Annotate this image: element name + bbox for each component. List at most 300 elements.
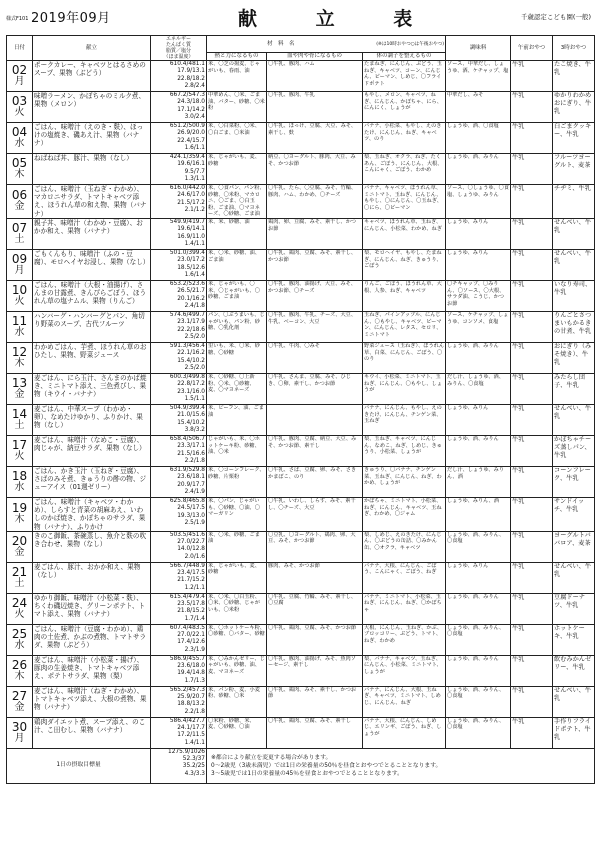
am-snack-cell: 牛乳: [511, 717, 553, 748]
fat-value: 17.1/14.2: [177, 106, 205, 113]
nutrition-cell: [151, 717, 207, 748]
protein-value: 26.9/20.0: [177, 130, 205, 137]
blood-muscle-foods: 豚肉、みそ、かつお節: [267, 562, 363, 593]
day-weekday: 火: [14, 295, 25, 307]
note-3: 3〜5歳児では1日の栄養量の45％を昼食とおやつでとることとなります。: [211, 770, 403, 777]
pm-snack-cell: みたらし団子、牛乳: [553, 373, 595, 404]
note-2: 0〜2歳児（3歳未満児）では1日の栄養量の50％を昼食とおやつでとることとなります。: [211, 762, 442, 769]
pm-snack-cell: せんべい、牛乳: [553, 249, 595, 280]
day-cell: [7, 311, 33, 342]
day-cell: [7, 717, 33, 748]
salt-value: 3.0/2.4: [184, 113, 205, 120]
blood-muscle-foods: 〇牛乳、鶏肉、豆腐、みそ、素干し、かつお節: [267, 249, 363, 280]
target-salt: 4.3/3.3: [184, 770, 205, 777]
protein-value: 21.0/15.6: [177, 412, 205, 419]
col-pm-snack: 3時おやつ: [553, 36, 595, 61]
day-cell: [7, 123, 33, 154]
col-day: 日付: [7, 36, 33, 61]
pm-snack-cell: 白ごまクッキー、牛乳: [553, 123, 595, 154]
day-cell: [7, 562, 33, 593]
table-row: [7, 686, 595, 717]
heat-energy-foods: 米、〇食パン、パン粉、砂糖、〇米粉、マカロニ、〇ごま、〇白玉粉、ごま油、〇マヨネーズ、〇砂糖、ごま油: [208, 185, 265, 218]
energy-value: 591.3/456.4: [169, 342, 205, 349]
seasoning-cell: 〇チキャップ、〇みりん、〇ソース、〇大根、サラダ油、こうじ、かつお節: [446, 280, 511, 311]
salt-value: 1.4/1.1: [184, 739, 205, 746]
nutrition-cell: [151, 154, 207, 185]
table-row: [7, 123, 595, 154]
daily-target-values: [151, 748, 207, 783]
energy-value: 667.2/547.3: [169, 92, 205, 98]
target-protein: 52.3/37: [182, 756, 205, 763]
day-weekday: 水: [14, 481, 25, 493]
body-tone-foods: 梨、モロヘイヤ、もやし、たまねぎ、にんじん、ねぎ、きゅうり、ごぼう: [363, 249, 446, 280]
energy-value: 504.9/399.4: [169, 404, 205, 411]
nutrition-cell: [151, 373, 207, 404]
pm-snack-cell: ゆかりわかめおにぎり、牛乳: [553, 92, 595, 123]
salt-value: 1.2/1.1: [184, 584, 205, 591]
menu-cell: 鶏肉ダイエット煮、スープ添え、のこ汁、こ田むし、果物（バナナ）: [33, 717, 151, 748]
organization-name: 千歳認定こども園(一般): [520, 13, 591, 21]
heat-energy-foods: パン、〇ぶうまいも、じゃがいも、パン粉、砂糖、〇乳化剤: [207, 311, 267, 342]
col-menu: 献立: [33, 36, 151, 61]
protein-value: 27.0/22.1: [177, 632, 205, 639]
menu-cell: 親子丼、味噌汁（わかめ・豆腐）、おかか和え、果物（バナナ）: [33, 218, 151, 249]
nutrition-cell: [151, 562, 207, 593]
blood-muscle-foods: 〇牛乳、ほっけ、豆腐、大豆、みそ、素干し、麩: [267, 123, 363, 154]
nutrition-cell: [151, 92, 207, 123]
salt-value: 1.7/1.3: [184, 677, 205, 684]
heat-energy-foods: 米、〇米、〇白玉粉、〇米、〇砂糖、じゃがいも、〇米粉: [207, 593, 267, 624]
energy-value: 424.1/359.4: [169, 154, 205, 160]
heat-energy-foods: 米、〇パン、じゃがいも、〇砂糖、〇油、〇マーガリン: [207, 497, 267, 531]
nutrition-cell: [151, 624, 207, 655]
table-row: [7, 280, 595, 311]
energy-value: 658.4/506.7: [169, 435, 205, 442]
salt-value: 2.4/1.8: [184, 302, 205, 309]
table-row: [7, 435, 595, 466]
fat-value: 17.4/12.6: [177, 639, 205, 646]
day-cell: [7, 655, 33, 686]
body-tone-foods: バナナ、にんじん、もやし、えのきたけ、にんじん、チンゲン菜、玉ねぎ: [363, 404, 446, 435]
footer-notes: [207, 748, 595, 783]
day-cell: [7, 686, 33, 717]
day-cell: [7, 497, 33, 531]
col-ingredients: [207, 36, 446, 53]
salt-value: 2.2/1.8: [184, 708, 205, 715]
protein-value: 24.3/18.0: [177, 99, 205, 106]
menu-cell: ごはん、味噌汁（えのき・麩）、ほっけの塩焼き、磯あえ汁、果物（バナナ）: [33, 123, 151, 154]
nutrition-cell: [151, 593, 207, 624]
fat-value: 22.4/15.7: [177, 137, 205, 144]
menu-cell: ごはん、味噌汁（キャベツ・わかめ）、しらすと青菜の胡麻あえ、いわしのかば焼き、かぼちゃのサラダ、果物（バナナ）、ふりかけ: [33, 497, 151, 531]
footer-row: [7, 748, 595, 783]
energy-value: 586.4/427.7: [169, 717, 205, 724]
nutrition-cell: [151, 123, 207, 154]
day-cell: [7, 249, 33, 280]
day-weekday: 木: [14, 357, 25, 369]
body-tone-foods: バナナ、キャベツ、ほうれん草、ミニトマト、玉ねぎ、にんじん、もやし、〇にんじん、〇玉ねぎ、〇にら、〇ピーマン: [363, 185, 446, 219]
seasoning-cell: 中華だし、みそ: [446, 92, 511, 123]
energy-value: 565.2/457.3: [169, 686, 205, 693]
nutrition-cell: [151, 249, 207, 280]
fat-value: 15.4/10.2: [177, 419, 205, 426]
heat-energy-foods: 米、〇コーンフレーク、砂糖、片栗粉: [207, 466, 267, 497]
nutrition-cell: [151, 497, 207, 531]
pm-snack-cell: せんべい、牛乳: [553, 686, 595, 717]
pm-snack-cell: チヂミ、牛乳: [553, 185, 595, 219]
nutrition-cell: [151, 435, 207, 466]
salt-value: 2.5/2.0: [184, 333, 205, 340]
day-number: 10: [11, 282, 28, 297]
salt-value: 2.0/1.6: [184, 553, 205, 560]
body-tone-foods: バナナ、大根、にんじん、ごぼう、こんにゃく、ごぼう、ねぎ: [363, 562, 446, 593]
nutrition-cell: [151, 466, 207, 497]
table-row: [7, 562, 595, 593]
blood-muscle-foods: 〇牛乳、豚肉、豆腐、納豆、大豆、みそ、かつお節、素干し: [267, 435, 363, 466]
day-number: 14: [11, 406, 28, 421]
table-row: [7, 373, 595, 404]
am-snack-cell: 牛乳: [511, 562, 553, 593]
fat-value: 22.8/18.2: [177, 75, 205, 82]
energy-value: 607.4/483.5: [169, 624, 205, 631]
salt-value: 1.7/1.4: [184, 615, 205, 622]
protein-value: 24.1/17.7: [177, 725, 205, 732]
daily-target-label: 1日の摂取目標量: [7, 748, 151, 783]
page-header: [0, 0, 600, 38]
target-fat: 35.2/25: [182, 763, 205, 770]
seasoning-cell: しょうゆ、酒、みりん: [446, 593, 511, 624]
day-number: 27: [11, 688, 28, 703]
am-snack-cell: 牛乳: [511, 342, 553, 373]
energy-value: 574.6/499.7: [169, 311, 205, 318]
col-seasoning: 調味料: [446, 36, 511, 61]
energy-value: 549.9/419.7: [169, 218, 205, 225]
protein-value: 23.3/17.1: [177, 443, 205, 450]
fat-value: 19.3/13.0: [177, 512, 205, 519]
blood-muscle-foods: 納豆、〇ヨーグルト、豚肉、大豆、みそ、かつお節: [267, 154, 363, 185]
pm-snack-cell: サンドイッチ、牛乳: [553, 497, 595, 531]
col-heat-energy: 熱と力になるもの: [207, 53, 267, 61]
heat-energy-foods: 中華めん、〇米、ごま油、バター、砂糖、〇米粉: [207, 92, 267, 123]
menu-cell: 麦ごはん、中華スープ（わかめ・卵）、なめたけゆかり、ふりかけ、果物（なし）: [33, 404, 151, 435]
seasoning-cell: しょうゆ、酒、〇食塩: [446, 123, 511, 154]
day-number: 24: [11, 595, 28, 610]
table-row: [7, 218, 595, 249]
fat-value: 21.8/15.2: [177, 608, 205, 615]
day-cell: [7, 624, 33, 655]
energy-value: 503.5/451.6: [169, 531, 205, 538]
fat-value: 21.5/17.2: [177, 199, 205, 206]
day-number: 21: [11, 564, 28, 579]
menu-cell: 味噌ラーメン、かぼちゃのミルク煮、果物（メロン）: [33, 92, 151, 123]
seasoning-cell: だし汁、しょうゆ、みりん、酒: [446, 466, 511, 497]
energy-value: 501.0/399.4: [169, 249, 205, 256]
heat-energy-foods: 米、〇砂糖、〇上新粉、〇米、〇砂糖、麦、〇マヨネーズ: [207, 373, 267, 404]
am-snack-cell: 牛乳: [511, 185, 553, 219]
am-snack-cell: 牛乳: [511, 686, 553, 717]
table-row: [7, 404, 595, 435]
salt-value: 2.2/1.8: [184, 457, 205, 464]
day-weekday: 木: [14, 514, 25, 526]
seasoning-cell: しょうゆ、酒、みりん: [446, 342, 511, 373]
seasoning-cell: しょうゆ、みりん: [446, 218, 511, 249]
body-tone-foods: 野菜ジュース（玉ねぎ）、ほうれん草、白菜、にんじん、ごぼう、〇のり: [363, 342, 446, 373]
seasoning-cell: ソース、中華だし、しょうゆ、酒、ケチャップ、塩: [446, 61, 511, 92]
protein-value: 23.4/17.5: [177, 570, 205, 577]
fat-value: 17.2/11.5: [177, 732, 205, 739]
am-snack-cell: 牛乳: [511, 311, 553, 342]
day-number: 07: [11, 220, 28, 235]
day-cell: [7, 373, 33, 404]
day-number: 12: [11, 344, 28, 359]
heat-energy-foods: 米、じゃがいも、麦、砂糖: [207, 154, 267, 185]
fat-value: 19.4/14.8: [177, 670, 205, 677]
seasoning-cell: だし汁、しょうゆ、酒、みりん、〇食塩: [446, 373, 511, 404]
day-weekday: 金: [14, 546, 25, 558]
document-number: 様式F101: [6, 16, 29, 22]
day-cell: [7, 466, 33, 497]
salt-value: 2.4/1.9: [184, 488, 205, 495]
heat-energy-foods: 〇米粉、砂糖、米、麦、〇砂糖、〇油: [207, 717, 267, 748]
seasoning-cell: しょうゆ、みりん: [446, 249, 511, 280]
day-number: 18: [11, 468, 28, 483]
energy-value: 616.0/442.0: [169, 185, 205, 191]
day-weekday: 火: [14, 107, 25, 118]
blood-muscle-foods: [267, 404, 363, 435]
protein-value: 19.6/16.1: [177, 161, 205, 168]
day-number: 19: [11, 501, 28, 516]
am-snack-cell: 牛乳: [511, 593, 553, 624]
nutrition-cell: [151, 218, 207, 249]
heat-energy-foods: 里いも、米、〇米、砂糖、〇砂糖: [207, 342, 267, 373]
pm-snack-cell: 豆腐ドーナツ、牛乳: [553, 593, 595, 624]
day-cell: [7, 342, 33, 373]
fat-value: 22.2/18.6: [177, 326, 205, 333]
body-tone-foods: 梨、玉ねぎ、オクラ、ねぎ、たくあん、ごぼう、にんじん、大根、こんにゃく、ごぼう、わかめ: [363, 154, 446, 185]
body-tone-foods: もやし、メロン、キャベツ、ねぎ、にんじん、かぼちゃ、にら、にんにく、しょうが: [363, 92, 446, 123]
day-weekday: 火: [14, 608, 25, 620]
heat-energy-foods: 米、〇米、砂糖、ごま油: [207, 531, 267, 562]
menu-cell: ごはん、味噌汁（玉ねぎ・わかめ）、マカロニサラダ、トマトキャベツ添え、ほうれん草の和え物、果物（バナナ）: [33, 185, 151, 219]
col-blood-muscle: 血や肉や骨になるもの: [267, 53, 363, 61]
day-weekday: 水: [14, 326, 25, 338]
fat-value: 21.5/16.6: [177, 450, 205, 457]
seasoning-cell: しょうゆ、酒、みりん、〇食塩: [446, 624, 511, 655]
day-cell: [7, 218, 33, 249]
salt-value: 1.4/1.1: [184, 240, 205, 247]
menu-month: 2019年09月: [31, 11, 111, 26]
day-cell: [7, 531, 33, 562]
blood-muscle-foods: 〇牛乳、豚肉、油揚げ、みそ、魚肉ソーセージ、素干し: [267, 655, 363, 686]
table-row: [7, 497, 595, 531]
fat-value: 20.1/16.2: [177, 295, 205, 302]
blood-muscle-foods: 〇牛乳、鶏肉、豆腐、みそ、素干し: [267, 717, 363, 748]
body-tone-foods: 梨、バナナ、キャベツ、玉ねぎ、にんじん、小松菜、ミニトマト、しょうが: [363, 655, 446, 686]
heat-energy-foods: 米、じゃがいも、〇米、〇じゃがいも、〇砂糖、ごま油: [207, 280, 267, 311]
target-energy: 1275.9/1026: [168, 748, 205, 755]
menu-cell: ごはん、かき玉汁（玉ねぎ・豆腐）、さばのみそ煮、きゅうりの酢の物、ジューアイス（01週ゼリー）: [33, 466, 151, 497]
seasoning-cell: しょうゆ、みりん: [446, 562, 511, 593]
blood-muscle-foods: 〇牛乳、豆腐、竹輪、みそ、素干し、〇豆腐: [267, 593, 363, 624]
day-number: 26: [11, 657, 28, 672]
pm-snack-cell: いなり寿司、牛乳: [553, 280, 595, 311]
blood-muscle-foods: 〇豆乳、〇ヨーグルト、鶏肉、卵、大豆、みそ、かつお節: [267, 531, 363, 562]
day-weekday: 金: [14, 201, 25, 213]
pm-snack-cell: たこ焼き、牛乳: [553, 61, 595, 92]
menu-cell: ゆかり御飯、味噌汁（小松菜・麩）、ちくわ磯辺焼き、グリーンポテト、トマト添え、果物（バナナ）: [33, 593, 151, 624]
day-number: 02: [11, 63, 28, 77]
heat-energy-foods: 米、〇米、砂糖、油、ごま油: [207, 249, 267, 280]
day-weekday: 月: [14, 264, 25, 276]
body-tone-foods: キウイ、小松菜、ミニトマト、玉ねぎ、にんじん、〇もやし、しょうが: [363, 373, 446, 404]
heat-energy-foods: 米、パン粉、麦、小麦粉、砂糖、〇米: [207, 686, 267, 717]
nutrition-cell: [151, 404, 207, 435]
col-ingredients-label: 材 料 名: [267, 40, 295, 47]
seasoning-cell: しょうゆ、みりん: [446, 404, 511, 435]
table-row: [7, 92, 595, 123]
day-weekday: 土: [14, 419, 25, 431]
seasoning-cell: しょうゆ、みりん、酒: [446, 497, 511, 531]
menu-cell: きのこ御飯、茶碗蒸し、魚介と麩の吹き合わせ、果物（なし）: [33, 531, 151, 562]
protein-value: 26.5/21.7: [177, 288, 205, 295]
blood-muscle-foods: 〇牛乳、牛肉、〇みそ: [267, 342, 363, 373]
table-row: [7, 185, 595, 219]
col-nutrition: エネルギー たんぱく質 脂質／塩分 （ほま温度）: [151, 36, 207, 61]
protein-value: 27.0/22.7: [177, 539, 205, 546]
pm-snack-cell: せんべい、牛乳: [553, 562, 595, 593]
energy-value: 631.9/529.8: [169, 466, 205, 473]
fat-value: 15.4/10.2: [177, 357, 205, 364]
nutrition-cell: [151, 185, 207, 219]
heat-energy-foods: じゃがいも、米、〇ホットケーキ粉、砂糖、油、〇米: [207, 435, 267, 466]
am-snack-cell: 牛乳: [511, 435, 553, 466]
energy-value: 653.2/523.6: [169, 280, 205, 287]
menu-cell: わかめごはん、芋煮、ほうれん草のおひたし、果物、野菜ジュース: [33, 342, 151, 373]
day-weekday: 金: [14, 701, 25, 713]
day-cell: [7, 404, 33, 435]
seasoning-cell: ソース、ケチャップ、しょうゆ、コンソメ、食塩: [446, 311, 511, 342]
blood-muscle-foods: 〇牛乳、いわし、しらす、みそ、素干し、〇チーズ、大豆: [267, 497, 363, 531]
salt-value: 1.3/1.1: [184, 175, 205, 182]
blood-muscle-foods: 〇牛乳、豚肉、ハム: [267, 61, 363, 92]
am-snack-cell: 牛乳: [511, 404, 553, 435]
am-snack-cell: 牛乳: [511, 624, 553, 655]
pm-snack-cell: 飲むみかんゼリー、牛乳: [553, 655, 595, 686]
nutrition-cell: [151, 531, 207, 562]
menu-cell: ねばねば丼、豚汁、果物（なし）: [33, 154, 151, 185]
body-tone-foods: りんご、ごぼう、ほうれん草、大根、人参、ねぎ、キャベツ: [363, 280, 446, 311]
protein-value: 23.5/17.8: [177, 601, 205, 608]
nutrition-cell: [151, 686, 207, 717]
am-snack-cell: 牛乳: [511, 61, 553, 92]
menu-cell: ごはん、味噌汁（大根・油揚げ）、さんまの甘露煮、きんぴらごぼう、ほうれん草の塩ナムル、果物（りんご）: [33, 280, 151, 311]
pm-snack-cell: コーンフレーク、牛乳: [553, 466, 595, 497]
col-am-snack: 午前おやつ: [511, 36, 553, 61]
table-row: [7, 717, 595, 748]
nutrition-cell: [151, 342, 207, 373]
seasoning-cell: しょうゆ、酒、みりん、〇食塩: [446, 686, 511, 717]
day-weekday: 土: [14, 233, 25, 245]
day-number: 25: [11, 626, 28, 641]
am-snack-cell: 牛乳: [511, 531, 553, 562]
blood-muscle-foods: 〇牛乳、豚肉、牛乳: [267, 92, 363, 123]
nutrition-cell: [151, 311, 207, 342]
table-row: [7, 154, 595, 185]
day-cell: [7, 280, 33, 311]
menu-rows: [7, 61, 595, 749]
fat-value: 18.5/12.6: [177, 264, 205, 271]
seasoning-cell: しょうゆ、酒、みりん: [446, 655, 511, 686]
energy-value: 566.7/448.9: [169, 562, 205, 569]
table-row: [7, 61, 595, 92]
day-weekday: 月: [14, 76, 25, 87]
pm-snack-cell: りんごとさつまいもかるきの甘煮、牛乳: [553, 311, 595, 342]
blood-muscle-foods: 〇牛乳、豚肉、油揚げ、大豆、みそ、かつお節、〇チーズ: [267, 280, 363, 311]
protein-value: 24.5/17.5: [177, 505, 205, 512]
day-number: 09: [11, 251, 28, 266]
protein-value: 23.0/17.2: [177, 257, 205, 264]
day-number: 04: [11, 125, 28, 139]
heat-energy-foods: 米、〇芝の揚麦、じゃがいも、春雨、油: [207, 61, 267, 92]
menu-table: [6, 35, 595, 784]
salt-value: 1.6/1.4: [184, 271, 205, 278]
protein-value: 22.8/17.2: [177, 381, 205, 388]
day-number: 17: [11, 437, 28, 452]
table-row: [7, 466, 595, 497]
protein-value: 23.6/18.1: [177, 474, 205, 481]
day-cell: [7, 593, 33, 624]
fat-value: 9.5/7.7: [184, 168, 205, 175]
day-number: 03: [11, 94, 28, 108]
menu-cell: ごもくんもり、味噌汁（ふの・豆腐）、モロヘイヤお浸し、果物（なし）: [33, 249, 151, 280]
nutrition-cell: [151, 655, 207, 686]
col-ingredients-note: (※は10時おやつ○は午後おやつ): [376, 41, 445, 47]
seasoning-cell: しょうゆ、酒、みりん: [446, 435, 511, 466]
day-cell: [7, 435, 33, 466]
heat-energy-foods: 米、ビーフン、油、ごま油: [207, 404, 267, 435]
am-snack-cell: 牛乳: [511, 655, 553, 686]
am-snack-cell: 牛乳: [511, 497, 553, 531]
table-row: [7, 531, 595, 562]
pm-snack-cell: かぼちゃチーズ蒸しパン、牛乳: [553, 435, 595, 466]
protein-value: 23.6/18.0: [177, 663, 205, 670]
am-snack-cell: 牛乳: [511, 123, 553, 154]
body-tone-foods: 大根、にんじん、玉ねぎ、かぶ、ブロッコリー、ぶどう、トマト、ねぎ、わかめ: [363, 624, 446, 655]
body-tone-foods: バナナ、小松菜、もやし、えのきたけ、にんじん、ねぎ、キャベツ、のり: [363, 123, 446, 154]
day-cell: [7, 154, 33, 185]
menu-cell: 麦ごはん、味噌汁（ねぎ・わかめ）、トマトキャベツ添え、大根の煮物、果物（バナナ）: [33, 686, 151, 717]
fat-value: 21.7/15.2: [177, 577, 205, 584]
am-snack-cell: 牛乳: [511, 92, 553, 123]
pm-snack-cell: 手作りフライドポテト、牛乳: [553, 717, 595, 748]
day-number: 11: [11, 313, 28, 328]
blood-muscle-foods: 〇牛乳、さんま、豆腐、みそ、ひじき、〇卵、素干し、かつお節: [267, 373, 363, 404]
salt-value: 3.8/3.2: [184, 426, 205, 433]
am-snack-cell: 牛乳: [511, 154, 553, 185]
body-tone-foods: キャベツ、ほうれん草、玉ねぎ、にんじん、小松菜、わかめ、ねぎ: [363, 218, 446, 249]
table-row: [7, 593, 595, 624]
protein-value: 17.9/13.1: [177, 68, 205, 75]
pm-snack-cell: ヨーグルトババロア、麦茶: [553, 531, 595, 562]
energy-value: 625.8/465.8: [169, 497, 205, 504]
table-row: [7, 655, 595, 686]
menu-cell: ポークカレー、キャベツとはるさめのスープ、果物（ぶどう）: [33, 61, 151, 92]
blood-muscle-foods: 〇牛乳、鶏肉、豆腐、みそ、かつお節: [267, 624, 363, 655]
nutrition-cell: [151, 280, 207, 311]
body-tone-foods: バナナ、ミニトマト、小松菜、玉ねぎ、にんじん、ねぎ、〇かぼちゃ: [363, 593, 446, 624]
day-cell: [7, 61, 33, 92]
day-weekday: 金: [14, 388, 25, 400]
